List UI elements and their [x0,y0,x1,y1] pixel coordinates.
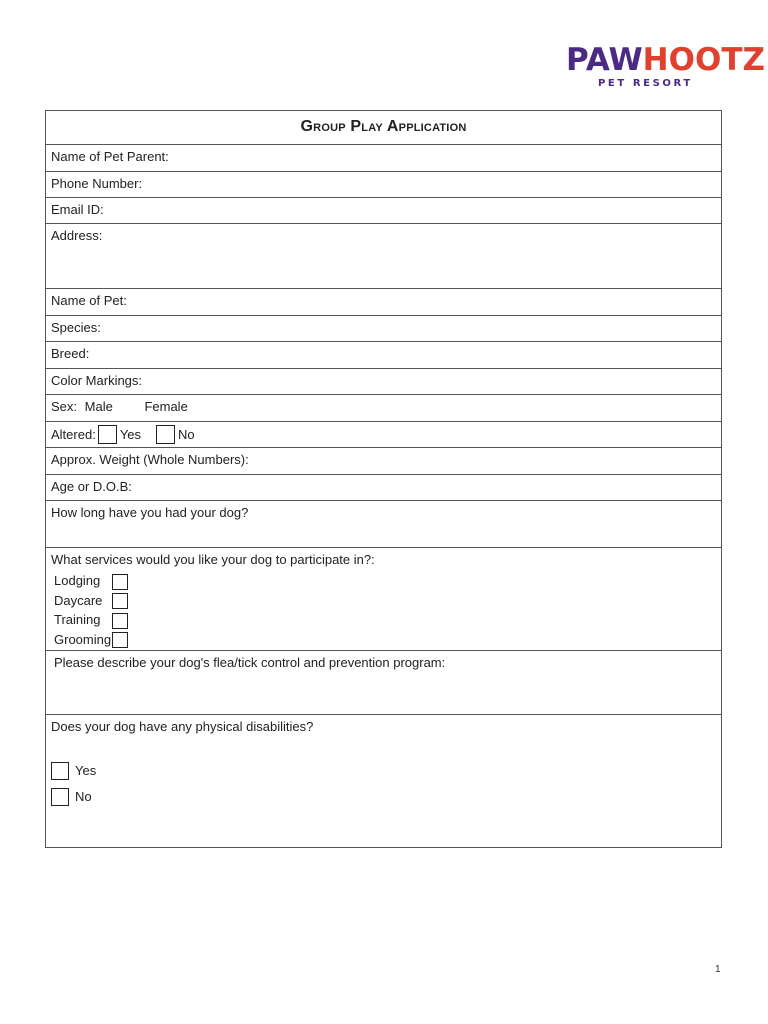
how-long-label: How long have you had your dog? [51,505,249,520]
altered-label: Altered: [51,426,96,442]
pet-parent-field[interactable] [46,144,721,171]
phone-field[interactable] [46,171,721,197]
disabilities-question: Does your dog have any physical disabilities? [51,719,314,734]
altered-no-checkbox[interactable] [156,425,175,444]
service-checkbox-grooming[interactable] [112,632,128,648]
services-question: What services would you like your dog to participate in?: [51,552,375,567]
services-field [46,547,721,650]
service-label-lodging: Lodging [54,573,101,588]
pet-name-label: Name of Pet: [51,293,127,308]
service-checkbox-training[interactable] [112,613,128,629]
service-option-lodging [54,571,716,591]
form-title: Group Play Application [300,118,467,135]
service-label-grooming: Grooming [54,631,112,647]
altered-yes-label: Yes [119,426,142,442]
flea-tick-field[interactable] [46,650,721,714]
disabilities-option-no [51,788,92,806]
sex-label: Sex: [51,399,78,414]
email-field[interactable] [46,197,721,223]
weight-field[interactable] [46,447,721,474]
color-markings-field[interactable] [46,368,721,394]
address-label: Address: [51,228,103,243]
flea-tick-label: Please describe your dog's flea/tick control and prevention program: [54,655,446,670]
sex-option-female[interactable]: Female [144,399,188,414]
disabilities-option-yes [51,762,96,780]
disabilities-yes-checkbox[interactable] [51,762,69,780]
service-option-training [54,610,716,630]
altered-no-label: No [178,426,195,442]
pet-parent-label: Name of Pet Parent: [51,149,169,164]
service-checkbox-daycare[interactable] [112,593,128,609]
address-field[interactable] [46,223,721,288]
service-label-training: Training [54,612,101,627]
service-label-daycare: Daycare [54,592,103,608]
email-label: Email ID: [51,202,104,217]
phone-label: Phone Number: [51,176,143,191]
pet-name-field[interactable] [46,288,721,315]
disabilities-no-label: No [75,789,92,804]
pawhootz-logo [560,42,765,94]
form-title-row [46,111,721,144]
disabilities-no-checkbox[interactable] [51,788,69,806]
how-long-field[interactable] [46,500,721,547]
sex-option-male[interactable]: Male [84,399,113,414]
breed-field[interactable] [46,341,721,368]
disabilities-field [46,714,721,847]
service-option-grooming [54,630,716,650]
services-list [51,571,716,649]
species-label: Species: [51,320,101,335]
logo-subtitle: PET RESORT [598,78,693,89]
disabilities-yes-label: Yes [75,763,97,778]
age-field[interactable] [46,474,721,500]
altered-yes-checkbox[interactable] [98,425,117,444]
color-markings-label: Color Markings: [51,373,143,388]
altered-field [46,421,721,447]
age-label: Age or D.O.B: [51,479,132,494]
breed-label: Breed: [51,346,90,361]
service-option-daycare [54,591,716,611]
sex-field [46,394,721,421]
species-field[interactable] [46,315,721,341]
service-checkbox-lodging[interactable] [112,574,128,590]
page-number: 1 [715,964,721,975]
weight-label: Approx. Weight (Whole Numbers): [51,452,249,467]
logo-wordmark: PAWHOOTZ [566,42,765,78]
group-play-form [45,110,722,848]
